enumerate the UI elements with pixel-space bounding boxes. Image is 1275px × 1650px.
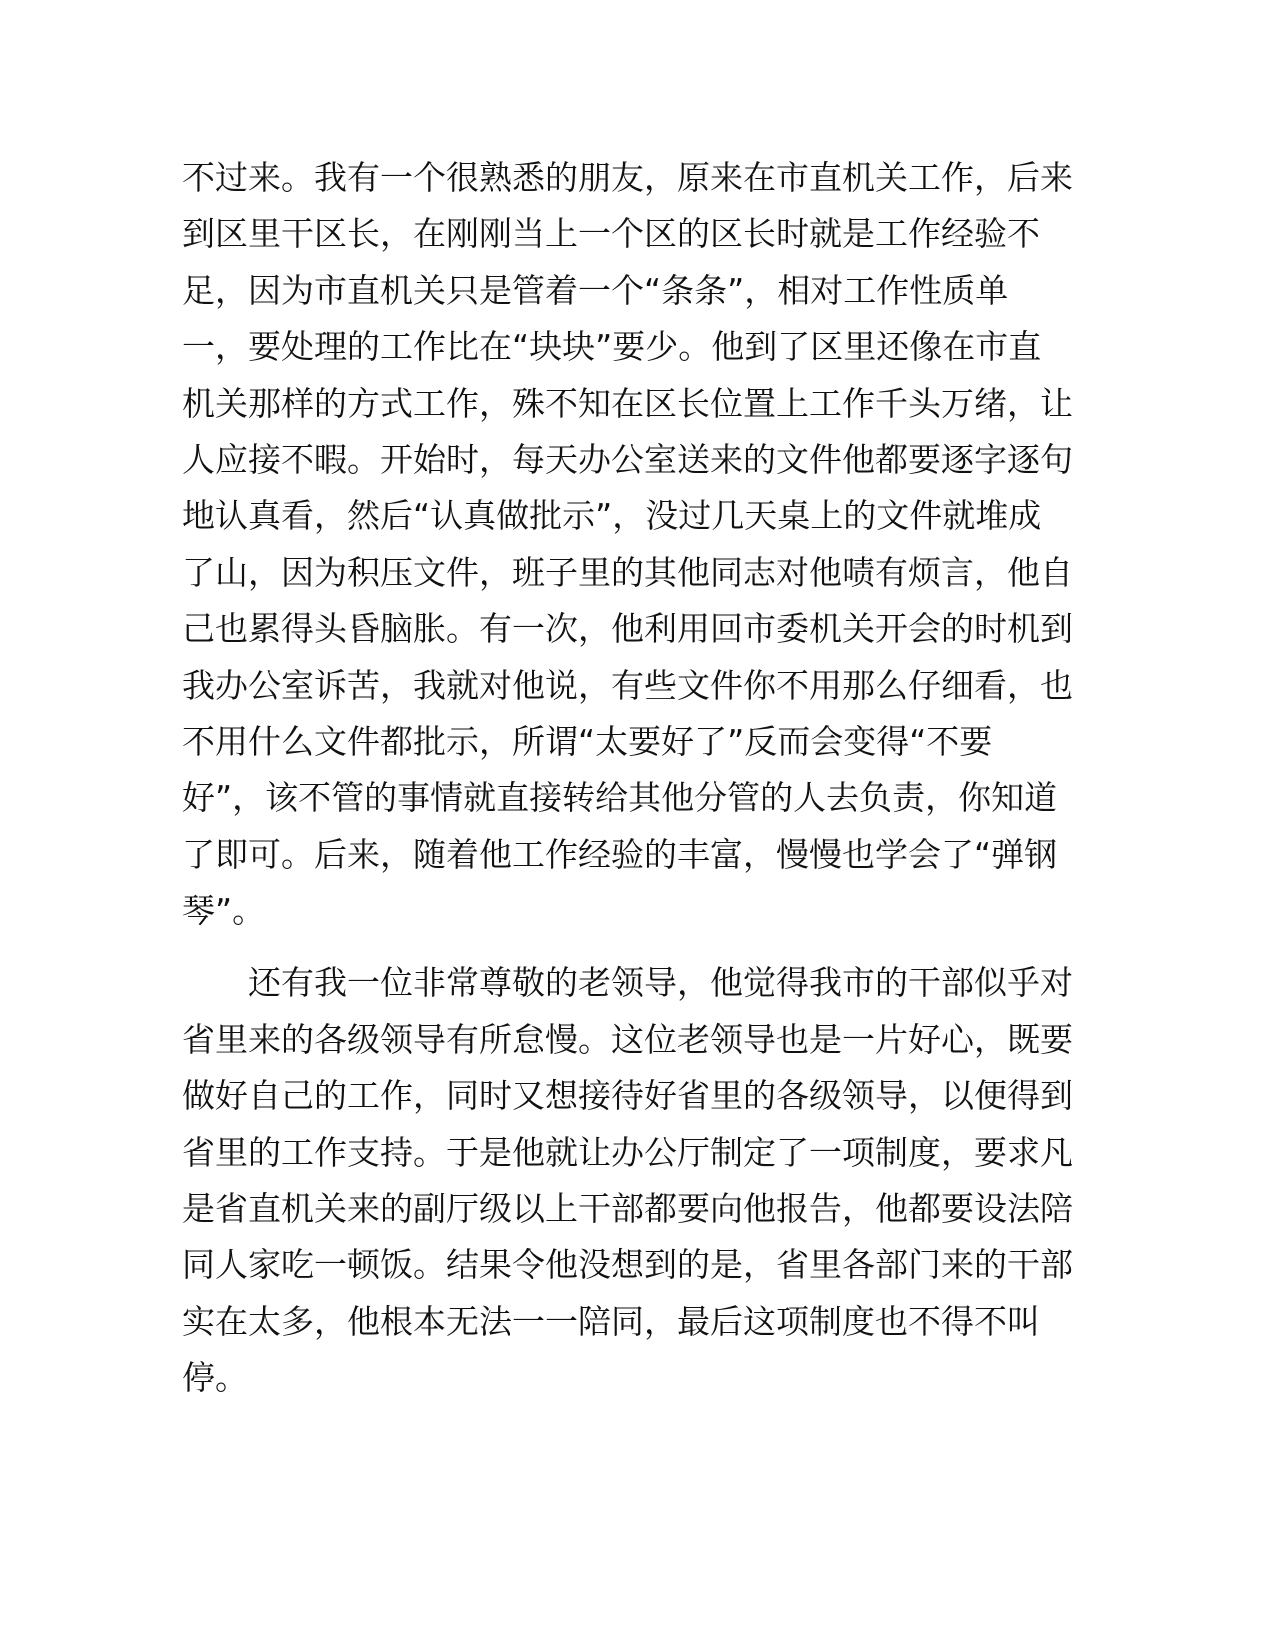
paragraph-line: 足，因为市直机关只是管着一个“条条”，相对工作性质单: [182, 270, 1009, 310]
paragraph-line: 做好自己的工作，同时又想接待好省里的各级领导，以便得到: [182, 1076, 1073, 1116]
paragraph-line: 实在太多，他根本无法一一陪同，最后这项制度也不得不叫: [182, 1301, 1040, 1341]
paragraph-line: 机关那样的方式工作，殊不知在区长位置上工作千头万绪，让: [182, 383, 1073, 423]
paragraph-line: 地认真看，然后“认真做批示”，没过几天桌上的文件就堆成: [182, 496, 1042, 536]
paragraph-line: 还有我一位非常尊敬的老领导，他觉得我市的干部似乎对: [248, 963, 1073, 1003]
paragraph-line: 不用什么文件都批示，所谓“太要好了”反而会变得“不要: [182, 721, 993, 761]
paragraph-line: 己也累得头昏脑胀。有一次，他利用回市委机关开会的时机到: [182, 609, 1073, 649]
paragraph-1: [182, 150, 1082, 939]
paragraph-line: 同人家吃一顿饭。结果令他没想到的是，省里各部门来的干部: [182, 1245, 1073, 1285]
paragraph-line: 一，要处理的工作比在“块块”要少。他到了区里还像在市直: [182, 327, 1042, 367]
paragraph-line: 省里来的各级领导有所怠慢。这位老领导也是一片好心，既要: [182, 1019, 1073, 1059]
paragraph-line: 琴”。: [182, 891, 266, 931]
paragraph-line: 省里的工作支持。于是他就让办公厅制定了一项制度，要求凡: [182, 1132, 1073, 1172]
paragraph-line: 不过来。我有一个很熟悉的朋友，原来在市直机关工作，后来: [182, 158, 1073, 197]
paragraph-line: 到区里干区长，在刚刚当上一个区的区长时就是工作经验不: [182, 214, 1040, 254]
document-body: [182, 150, 1082, 1407]
paragraph-line: 了即可。后来，随着他工作经验的丰富，慢慢也学会了“弹钢: [182, 834, 1058, 874]
paragraph-line: 了山，因为积压文件，班子里的其他同志对他啧有烦言，他自: [182, 552, 1073, 592]
paragraph-line: 人应接不暇。开始时，每天办公室送来的文件他都要逐字逐句: [182, 439, 1073, 479]
paragraph-2: [182, 955, 1082, 1406]
paragraph-line: 停。: [182, 1358, 248, 1398]
paragraph-line: 是省直机关来的副厅级以上干部都要向他报告，他都要设法陪: [182, 1189, 1073, 1229]
paragraph-line: 好”，该不管的事情就直接转给其他分管的人去负责，你知道: [182, 778, 1058, 818]
paragraph-gap: [182, 939, 1082, 955]
paragraph-line: 我办公室诉苦，我就对他说，有些文件你不用那么仔细看，也: [182, 665, 1073, 705]
